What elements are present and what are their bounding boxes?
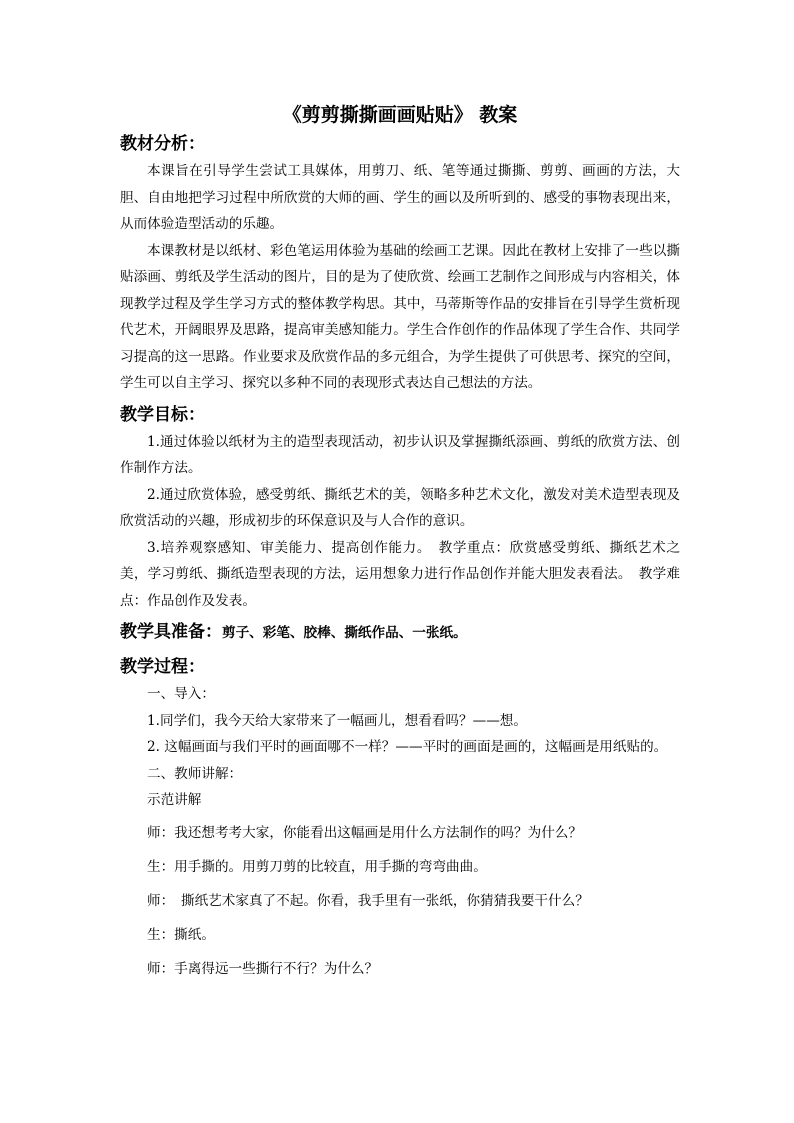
tools-text: 剪子、彩笔、胶棒、撕纸作品、一张纸。 — [222, 625, 467, 641]
heading-teaching-process: 教学过程： — [120, 657, 205, 677]
process-line-demo: 示范讲解 — [147, 792, 202, 808]
analysis-paragraph-2: 本课教材是以纸材、彩色笔运用体验为基础的绘画工艺课。因此在教材上安排了一些以撕贴添画、剪纸及学生活动的图片，目的是为了使欣赏、绘画工艺制作之间形成与内容相关，体现教学过程及学生学习方式的整体教学构思。其中，马蒂斯等作品的安排旨在引导学生赏析现代艺术，开阔眼界及思路，提高审美感知能力。学生合作创作的作品体现了学生合作、共同学习提高的这一思路。作业要求及欣赏作品的多元组合，为学生提供了可供思考、探究的空间，学生可以自主学习、探究以多种不同的表现形式表达自己想法的方法。 — [120, 242, 680, 391]
goal-paragraph-2: 2.通过欣赏体验，感受剪纸、撕纸艺术的美，领略多种艺术文化，激发对美术造型表现及欣赏活动的兴趣，形成初步的环保意识及与人合作的意识。 — [120, 486, 680, 529]
heading-teaching-goals: 教学目标： — [120, 404, 205, 425]
dialog-line-5: 师：手离得远一些撕行不行？为什么？ — [147, 960, 379, 977]
document-title: 《剪剪撕撕画画贴贴》 教案 — [282, 104, 518, 126]
heading-teaching-tools: 教学具准备： — [120, 622, 222, 642]
goal-paragraph-1: 1.通过体验以纸材为主的造型表现活动，初步认识及掌握撕纸添画、剪纸的欣赏方法、创作制作方法。 — [120, 433, 680, 476]
process-line-intro: 一、导入： — [147, 686, 215, 702]
analysis-paragraph-1: 本课旨在引导学生尝试工具媒体，用剪刀、纸、笔等通过撕撕、剪剪、画画的方法，大胆、自由地把学习过程中所欣赏的大师的画、学生的画以及所听到的、感受的事物表现出来，从而体验造型活动的乐趣。 — [120, 163, 680, 232]
heading-material-analysis: 教材分析： — [120, 134, 205, 154]
goal-paragraph-3: 3.培养观察感知、审美能力、提高创作能力。 教学重点：欣赏感受剪纸、撕纸艺术之美，学习剪纸、撕纸造型表现的方法，运用想象力进行作品创作并能大胆发表看法。 教学难点：作品创作及发表。 — [120, 539, 680, 609]
dialog-line-4: 生：撕纸。 — [147, 926, 215, 943]
tools-line — [120, 618, 680, 647]
process-line-1: 1.同学们，我今天给大家带来了一幅画儿，想看看吗？——想。 — [147, 712, 527, 729]
dialog-line-2: 生：用手撕的。用剪刀剪的比较直，用手撕的弯弯曲曲。 — [147, 858, 487, 875]
dialog-line-1: 师：我还想考考大家，你能看出这幅画是用什么方法制作的吗？为什么？ — [147, 824, 582, 841]
process-line-teacher-explain: 二、教师讲解： — [147, 765, 243, 782]
document-page — [120, 100, 680, 986]
dialog-line-3: 师： 撕纸艺术家真了不起。你看，我手里有一张纸，你猜猜我要干什么？ — [147, 892, 589, 909]
process-line-2: 2. 这幅画面与我们平时的画面哪不一样？——平时的画面是画的，这幅画是用纸贴的。 — [147, 739, 668, 755]
